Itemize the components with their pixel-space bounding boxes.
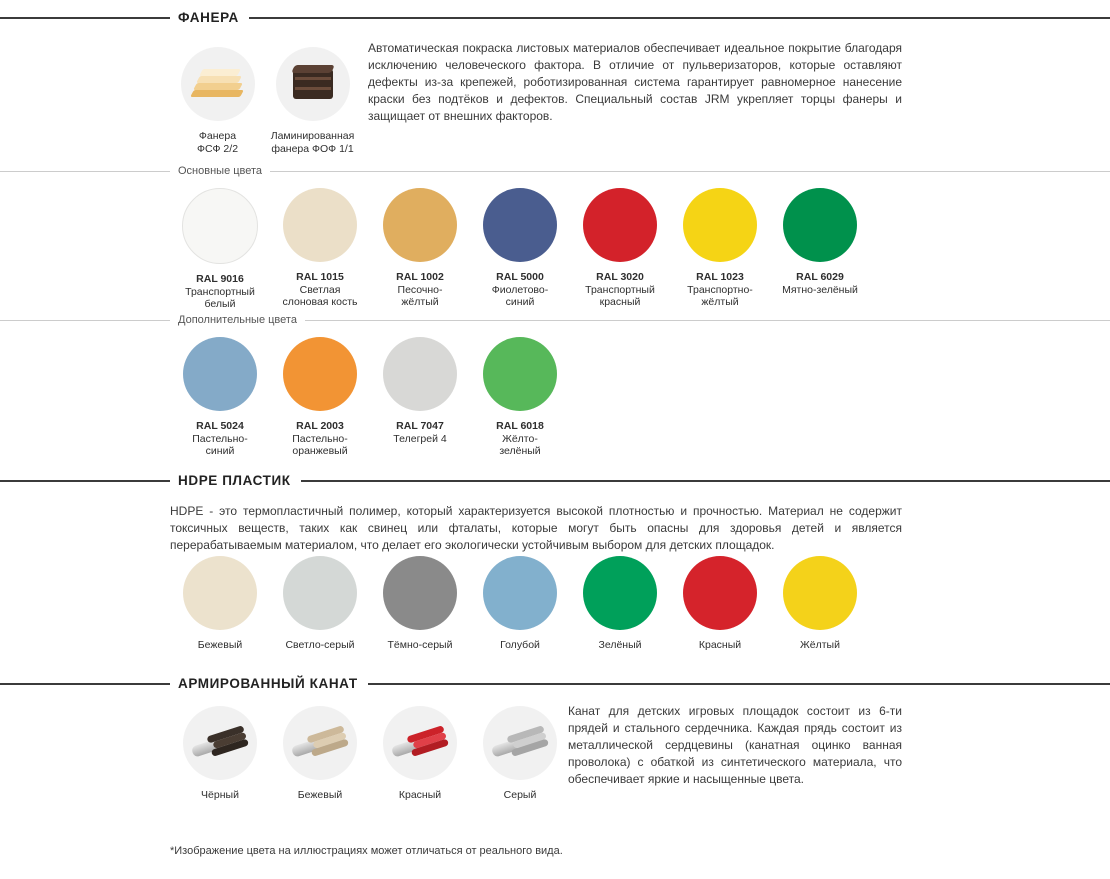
divider-left [0,683,170,685]
swatch[interactable] [270,188,370,311]
swatch-name: Жёлтый [800,639,840,651]
swatch-code: RAL 9016 [196,273,244,285]
rope-name: Чёрный [201,789,239,801]
rope-sample-red[interactable] [370,706,470,802]
divider-right [301,480,1110,482]
rope-name: Бежевый [297,789,343,801]
swatch-name: Голубой [500,639,540,651]
swatch-name: Транспортно- жёлтый [687,283,753,308]
section-hdpe-header [0,473,1110,488]
divider-left [0,480,170,482]
swatch-name: Бежевый [197,639,243,651]
divider-right [270,171,1110,172]
swatch-name: Пастельно- синий [192,432,248,457]
swatch-name: Пастельно- оранжевый [292,432,348,457]
divider-right [249,17,1110,19]
rope-icon [483,706,557,780]
swatch-code: RAL 7047 [396,420,444,432]
subsection-title-main-colors: Основные цвета [178,165,263,177]
swatch-name: Песочно- жёлтый [397,283,443,308]
swatch[interactable] [670,188,770,311]
color-circle [183,556,257,630]
thumb-caption: Ламинированная фанера ФОФ 1/1 [270,130,355,155]
swatch-name: Жёлто- зелёный [499,432,541,457]
swatch-name: Зелёный [598,639,642,651]
swatch-name: Тёмно-серый [387,639,453,651]
swatch[interactable] [670,556,770,652]
swatch[interactable] [770,188,870,311]
hdpe-description: HDPE - это термопластичный полимер, который характеризуется высокой плотностью и прочностью. Материал не содержит токсичных веществ, таких как свинец или фталаты, которые могут быть опасны для здоровья детей и является перерабатываемым материалом, что делает его экологически устойчивым выбором для детских площадок. [170,504,902,552]
rope-sample-beige[interactable] [270,706,370,802]
plywood-extra-color-swatches [170,337,570,458]
section-rope-header [0,676,1110,691]
color-circle [483,556,557,630]
color-circle [283,188,357,262]
swatch-name: Транспортный белый [185,285,255,310]
color-circle [683,188,757,262]
swatch-code: RAL 5024 [196,420,244,432]
color-circle [483,188,557,262]
laminated-plywood-icon [276,47,350,121]
color-circle [583,556,657,630]
rope-sample-black[interactable] [170,706,270,802]
swatch[interactable] [370,188,470,311]
divider-right [368,683,1110,685]
swatch-code: RAL 1023 [696,271,744,283]
color-circle [683,556,757,630]
swatch-name: Телегрей 4 [393,432,447,445]
rope-sample-grey[interactable] [470,706,570,802]
swatch[interactable] [170,188,270,311]
swatch-code: RAL 5000 [496,271,544,283]
swatch-name: Фиолетово- синий [491,283,549,308]
color-circle [583,188,657,262]
plywood-stack-icon [181,47,255,121]
swatch[interactable] [170,337,270,458]
swatch[interactable] [170,556,270,652]
plywood-thumbs [0,47,360,155]
rope-icon [283,706,357,780]
swatch[interactable] [770,556,870,652]
swatch-name: Красный [698,639,742,651]
thumb-plywood-fsf[interactable] [170,47,265,155]
section-plywood-header [0,10,1110,25]
swatch-name: Светлая слоновая кость [282,283,358,308]
color-circle [783,556,857,630]
swatch[interactable] [270,556,370,652]
swatch-code: RAL 6018 [496,420,544,432]
swatch-name: Мятно-зелёный [782,283,858,296]
swatch[interactable] [270,337,370,458]
swatch-name: Транспортный красный [585,283,655,308]
color-circle [783,188,857,262]
rope-icon [183,706,257,780]
swatch-code: RAL 3020 [596,271,644,283]
swatch[interactable] [470,188,570,311]
color-circle [183,337,257,411]
divider-left [0,171,170,172]
divider-left [0,17,170,19]
color-circle [182,188,258,264]
swatch-code: RAL 1015 [296,271,344,283]
section-title-plywood: ФАНЕРА [178,10,239,25]
section-title-hdpe: HDPE ПЛАСТИК [178,473,291,488]
swatch-code: RAL 2003 [296,420,344,432]
swatch-name: Светло-серый [285,639,355,651]
color-circle [283,556,357,630]
color-circle [383,337,457,411]
swatch[interactable] [470,337,570,458]
swatch[interactable] [470,556,570,652]
swatch[interactable] [370,337,470,458]
swatch[interactable] [570,188,670,311]
swatch-code: RAL 6029 [796,271,844,283]
footnote: *Изображение цвета на иллюстрациях может отличаться от реального вида. [170,845,563,857]
color-circle [383,188,457,262]
swatch[interactable] [570,556,670,652]
swatch[interactable] [370,556,470,652]
rope-samples [170,706,570,802]
rope-name: Красный [398,789,442,801]
rope-description: Канат для детских игровых площадок состоит из 6-ти прядей и стального сердечника. Каждая прядь состоит из металлической сердцевины (канатная оцинко ванная проволока) с обаткой из синтетического материала, что обеспечивает яркие и насыщенные цвета. [568,704,902,786]
rope-icon [383,706,457,780]
hdpe-color-swatches [170,556,870,652]
thumb-caption: Фанера ФСФ 2/2 [196,130,239,155]
color-circle [483,337,557,411]
plywood-description: Автоматическая покраска листовых материалов обеспечивает идеальное покрытие благодаря исключению человеческого фактора. В отличие от пульверизаторов, которые оставляют дефекты из-за крепежей, роботизированная система гарантирует равномерное нанесение краски без подтёков и дефектов. Специальный состав JRM укрепляет торцы фанеры и защищает от внешних факторов. [368,41,902,123]
thumb-plywood-fof[interactable] [265,47,360,155]
divider-left [0,320,170,321]
plywood-main-color-swatches [170,188,870,311]
subsection-extra-colors-header [0,314,1110,326]
color-circle [283,337,357,411]
swatch-code: RAL 1002 [396,271,444,283]
rope-name: Серый [503,789,537,801]
section-title-rope: АРМИРОВАННЫЙ КАНАТ [178,676,358,691]
divider-right [305,320,1110,321]
subsection-title-extra-colors: Дополнительные цвета [178,314,297,326]
subsection-main-colors-header [0,165,1110,177]
color-circle [383,556,457,630]
